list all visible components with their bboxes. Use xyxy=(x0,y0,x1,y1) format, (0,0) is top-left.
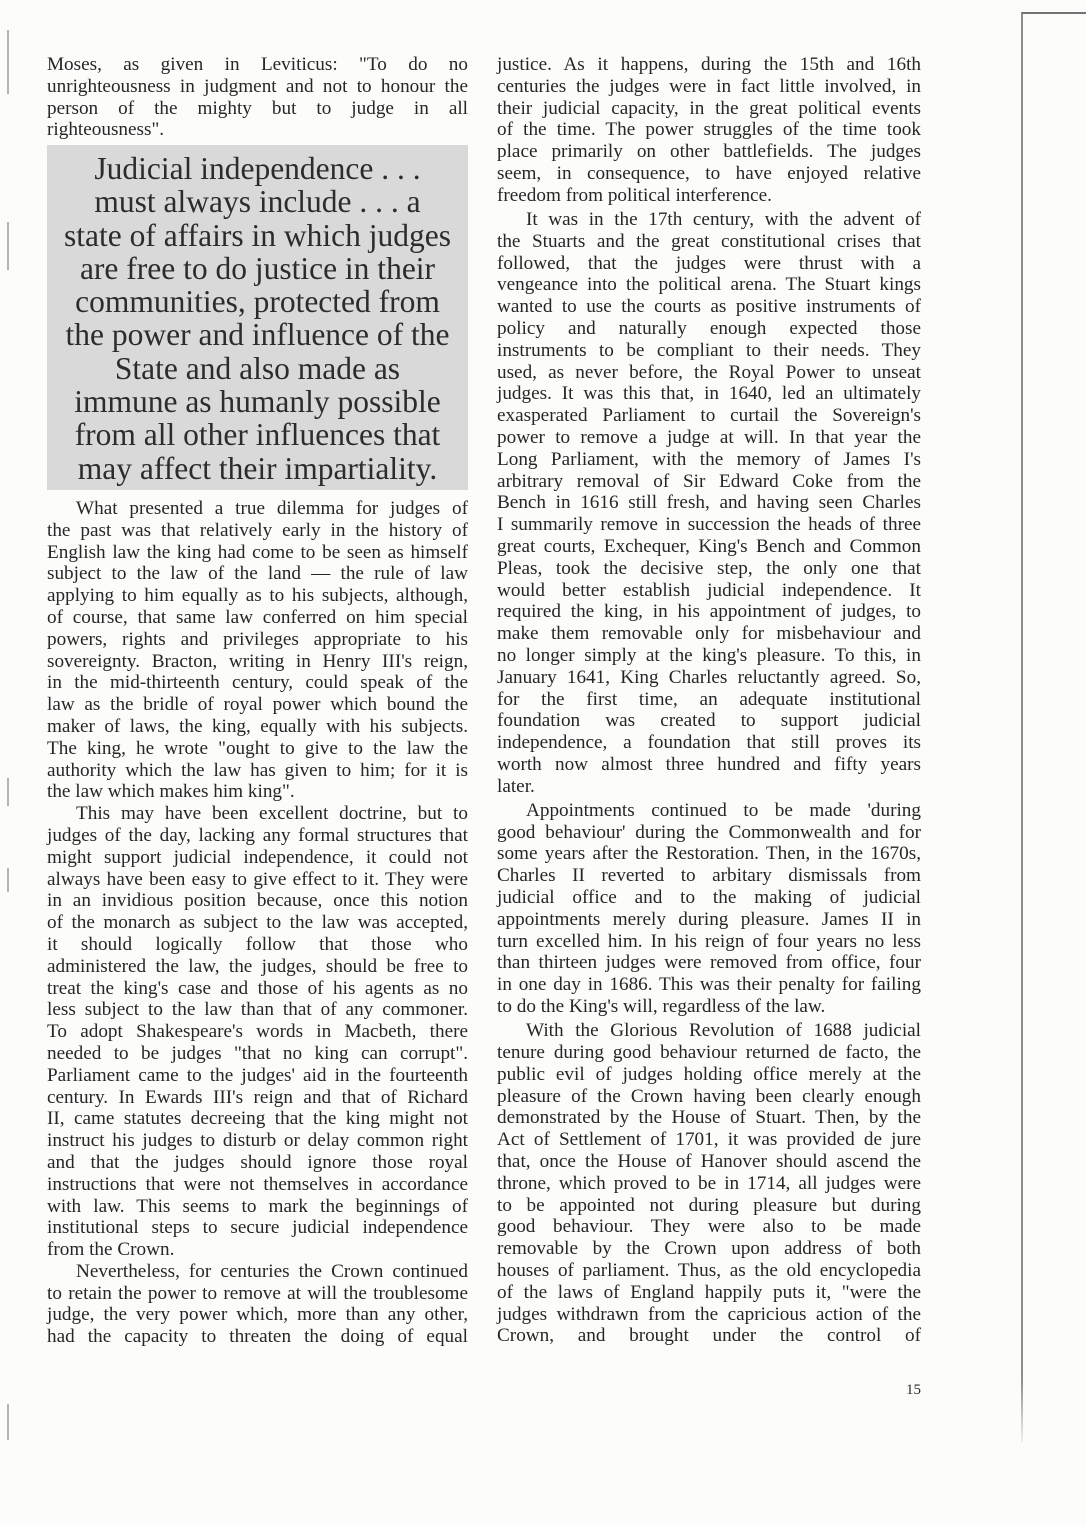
text-line: judges of the day, lacking any formal structures that xyxy=(47,824,468,846)
right-column-body-text xyxy=(497,54,921,1347)
text-line: instructions that were not themselves in accordance xyxy=(47,1173,468,1195)
pull-quote-line: the power and influence of the xyxy=(65,317,450,353)
text-line: law as the bridle of royal power which bound the xyxy=(47,694,468,716)
pull-quote-line: state of affairs in which judges xyxy=(64,217,451,253)
text-line: the law which makes him king". xyxy=(47,781,295,803)
text-line: This may have been excellent doctrine, but to xyxy=(76,803,468,825)
text-line: II, came statutes decreeing that the king might not xyxy=(47,1108,468,1130)
text-line: judge, the very power which, more than any other, xyxy=(47,1304,468,1326)
text-line: to retain the power to remove at will the troublesome xyxy=(47,1282,468,1304)
paragraph xyxy=(47,1261,468,1348)
text-line: had the capacity to threaten the doing of equal xyxy=(47,1326,468,1348)
text-line: Crown, and brought under the control of xyxy=(497,1325,921,1347)
text-line: righteousness". xyxy=(47,119,165,141)
text-line: from the Crown. xyxy=(47,1239,175,1261)
text-line: judges. It was this that, in 1640, led an ultimately xyxy=(497,383,921,405)
pull-quote-line: immune as humanly possible xyxy=(74,384,441,420)
text-line: Bench in 1616 still fresh, and having seen Charles xyxy=(497,492,921,514)
text-line: century. In Ewards III's reign and that of Richard xyxy=(47,1086,468,1108)
pull-quote-line: Judicial independence . . . xyxy=(94,151,421,186)
text-line: good behaviour' during the Commonwealth and for xyxy=(497,821,921,843)
paragraph xyxy=(47,54,468,141)
text-line: than thirteen judges were removed from office, four xyxy=(497,952,921,974)
paragraph xyxy=(497,54,921,207)
text-line: institutional steps to secure judicial independence xyxy=(47,1217,468,1239)
text-line: Act of Settlement of 1701, it was provided de jure xyxy=(497,1129,921,1151)
scan-mark xyxy=(7,1404,9,1440)
pull-quote-line: are free to do justice in their xyxy=(79,250,436,286)
text-line: to be appointed not during pleasure but during xyxy=(497,1194,921,1216)
text-line: the Stuarts and the great constitutional crises that xyxy=(497,230,921,252)
text-line: no longer simply at the king's pleasure. To this, in xyxy=(497,644,921,666)
text-line: I summarily remove in succession the heads of three xyxy=(497,514,921,536)
text-line: their judicial capacity, in the great political events xyxy=(497,97,921,119)
text-line: that, once the House of Hanover should ascend the xyxy=(497,1151,921,1173)
pull-quote-line: may affect their impartiality. xyxy=(77,450,438,486)
text-line: good behaviour. They were also to be made xyxy=(497,1216,921,1238)
text-line: vengeance into the political arena. The Stuart kings xyxy=(497,274,921,296)
text-line: powers, rights and privileges appropriate to his xyxy=(47,628,468,650)
text-line: needed to be judges "that no king can corrupt". xyxy=(47,1042,468,1064)
text-line: applying to him equally as to his subjects, although, xyxy=(47,585,468,607)
paragraph xyxy=(47,498,468,803)
text-line: maker of laws, the king, equally with his subjects. xyxy=(47,715,468,737)
text-line: instruct his judges to disturb or delay common right xyxy=(47,1130,468,1152)
text-line: Long Parliament, with the memory of James I's xyxy=(497,448,921,470)
text-line: make them removable only for misbehaviour and xyxy=(497,623,921,645)
text-line: of the time. The power struggles of the time took xyxy=(497,119,921,141)
text-line: the past was that relatively early in the history of xyxy=(47,519,468,541)
text-line: Parliament came to the judges' aid in the fourteenth xyxy=(47,1064,468,1086)
text-line: throne, which proved to be in 1714, all judges were xyxy=(497,1172,921,1194)
pull-quote-line: must always include . . . a xyxy=(94,184,421,220)
text-line: some years after the Restoration. Then, in the 1670s, xyxy=(497,843,921,865)
text-line: freedom from political interference. xyxy=(497,184,772,206)
text-line: public evil of judges holding office merely at the xyxy=(497,1063,921,1085)
text-line: unrighteousness in judgment and not to honour the xyxy=(47,75,468,97)
scan-page-edge-fade xyxy=(1019,1380,1025,1450)
scan-mark xyxy=(7,778,9,806)
text-line: Nevertheless, for centuries the Crown continued xyxy=(76,1260,468,1282)
pull-quote-line: communities, protected from xyxy=(75,284,440,320)
text-line: instruments to be compliant to their needs. They xyxy=(497,339,921,361)
text-line: place primarily on other battlefields. The judges xyxy=(497,141,921,163)
text-line: required the king, in his appointment of judges, to xyxy=(497,601,921,623)
text-line: The king, he wrote "ought to give to the law the xyxy=(47,737,468,759)
text-line: exasperated Parliament to curtail the Sovereign's xyxy=(497,405,921,427)
text-line: might support judicial independence, it could not xyxy=(47,846,468,868)
text-line: of course, that same law conferred on him special xyxy=(47,606,468,628)
text-line: for the first time, an adequate institutional xyxy=(497,688,921,710)
paragraph xyxy=(497,209,921,798)
text-line: subject to the law of the land — the rule of law xyxy=(47,563,468,585)
text-line: foundation was created to support judicial xyxy=(497,710,921,732)
left-column-top-text xyxy=(47,54,468,141)
scan-mark xyxy=(7,868,9,892)
text-line: Charles II reverted to arbitary dismissals from xyxy=(497,865,921,887)
text-line: English law the king had come to be seen as himself xyxy=(47,541,468,563)
text-line: judges withdrawn from the capricious action of the xyxy=(497,1303,921,1325)
text-line: arbitrary removal of Sir Edward Coke from the xyxy=(497,470,921,492)
text-line: authority which the law has given to him; for it is xyxy=(47,759,468,781)
text-line: pleasure of the Crown having been clearly enough xyxy=(497,1085,921,1107)
text-line: removable by the Crown upon address of both xyxy=(497,1238,921,1260)
page-number: 15 xyxy=(906,1382,921,1398)
text-line: would better establish judicial independence. It xyxy=(497,579,921,601)
text-line: justice. As it happens, during the 15th and 16th xyxy=(497,54,921,75)
text-line: in the mid-thirteenth century, could speak of the xyxy=(47,672,468,694)
text-line: Appointments continued to be made 'during xyxy=(526,799,921,821)
text-line: wanted to use the courts as positive instruments of xyxy=(497,296,921,318)
text-line: less subject to the law than that of any commoner. xyxy=(47,999,468,1021)
text-line: great courts, Exchequer, King's Bench and Common xyxy=(497,535,921,557)
text-line: independence, a foundation that still proves its xyxy=(497,732,921,754)
text-line: later. xyxy=(497,775,535,797)
text-line: worth now almost three hundred and fifty years xyxy=(497,753,921,775)
text-line: With the Glorious Revolution of 1688 judicial xyxy=(526,1020,921,1042)
text-line: person of the mighty but to judge in all xyxy=(47,97,468,119)
pull-quote-line: from all other influences that xyxy=(74,417,441,453)
pull-quote xyxy=(47,145,468,490)
text-line: it should logically follow that those who xyxy=(47,933,468,955)
text-line: January 1641, King Charles reluctantly agreed. So, xyxy=(497,666,921,688)
text-line: used, as never before, the Royal Power to unseat xyxy=(497,361,921,383)
scan-mark xyxy=(7,222,9,270)
text-line: followed, that the judges were thrust with a xyxy=(497,252,921,274)
text-line: with law. This seems to mark the beginnings of xyxy=(47,1195,468,1217)
text-line: sovereignty. Bracton, writing in Henry III's reign, xyxy=(47,650,468,672)
text-line: seem, in consequence, to have enjoyed relative xyxy=(497,162,921,184)
text-line: To adopt Shakespeare's words in Macbeth, there xyxy=(47,1021,468,1043)
text-line: judicial office and to the making of judicial xyxy=(497,887,921,909)
text-line: Moses, as given in Leviticus: "To do no xyxy=(47,54,468,75)
text-line: demonstrated by the House of Stuart. Then, by the xyxy=(497,1107,921,1129)
text-line: and that the judges should ignore those royal xyxy=(47,1151,468,1173)
text-line: policy and naturally enough expected those xyxy=(497,317,921,339)
pull-quote-line: State and also made as xyxy=(114,350,401,386)
text-line: Pleas, took the decisive step, the only one that xyxy=(497,557,921,579)
text-line: of the monarch as subject to the law was accepted, xyxy=(47,912,468,934)
text-line: appointments merely during pleasure. James II in xyxy=(497,908,921,930)
scan-page-edge xyxy=(1021,12,1086,1442)
text-line: It was in the 17th century, with the advent of xyxy=(526,208,921,230)
text-line: power to remove a judge at will. In that year the xyxy=(497,426,921,448)
text-line: of the laws of England happily puts it, "were the xyxy=(497,1281,921,1303)
text-line: houses of parliament. Thus, as the old encyclopedia xyxy=(497,1260,921,1281)
text-line: turn excelled him. In his reign of four years no less xyxy=(497,930,921,952)
paragraph xyxy=(497,800,921,1018)
text-line: always have been easy to give effect to it. They were xyxy=(47,868,468,890)
scan-mark xyxy=(7,30,9,94)
text-line: administered the law, the judges, should be free to xyxy=(47,955,468,977)
text-line: tenure during good behaviour returned de facto, the xyxy=(497,1042,921,1064)
text-line: centuries the judges were in fact little involved, in xyxy=(497,75,921,97)
text-line: in one day in 1686. This was their penalty for failing xyxy=(497,974,921,996)
paragraph xyxy=(47,803,468,1261)
text-line: to do the King's will, regardless of the law. xyxy=(497,996,826,1018)
text-line: What presented a true dilemma for judges of xyxy=(76,498,468,519)
paragraph xyxy=(497,1020,921,1347)
left-column-body-text xyxy=(47,498,468,1348)
text-line: in an invidious position because, once this notion xyxy=(47,890,468,912)
text-line: treat the king's case and those of his agents as no xyxy=(47,977,468,999)
